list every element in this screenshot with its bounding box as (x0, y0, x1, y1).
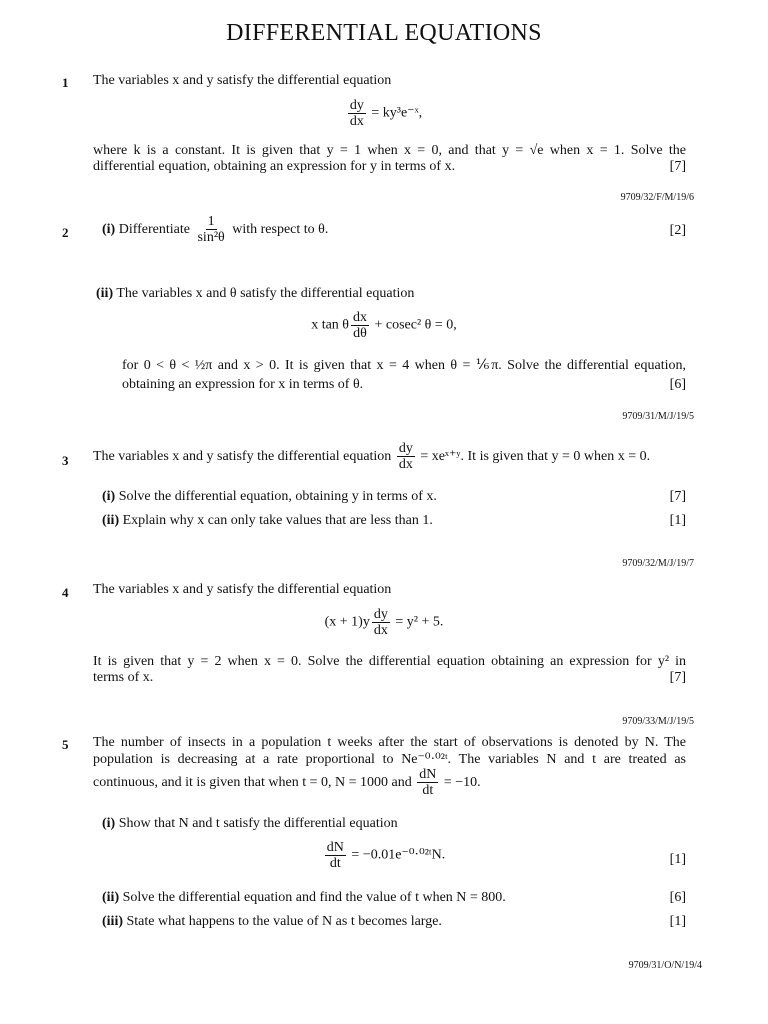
q5-iii-label: (iii) (102, 914, 123, 929)
q1-derivative: $\frac{dy}{dx}$ (349, 98, 364, 129)
q3-ii-text: Explain why x can only take values that are less than 1. (122, 513, 433, 528)
q4-line-2: terms of x. (93, 670, 154, 685)
q5-line-2: population is decreasing at a rate proportional to Ne⁻⁰·⁰²ᵗ. The variables N and t are treated as (93, 752, 686, 767)
q4-reference: 9709/33/M/J/19/5 (622, 716, 694, 727)
q2-i-marks: [2] (669, 223, 686, 238)
q5-ii-text: Solve the differential equation and find the value of t when N = 800. (122, 890, 506, 905)
page-title: DIFFERENTIAL EQUATIONS (226, 20, 542, 46)
q2-part-ii (96, 285, 414, 302)
q3-intro-line (93, 437, 650, 477)
q2-i-label: (i) (102, 222, 116, 237)
q3-i-marks: [7] (669, 489, 686, 504)
q2-i-text-2: with respect to θ. (232, 222, 329, 237)
q2-equation (0, 310, 768, 341)
q5-line-1: The number of insects in a population t weeks after the start of observations is denoted by N. The (93, 735, 686, 750)
q4-equation-rhs: = y² + 5. (395, 614, 444, 630)
question-number-4: 4 (62, 585, 69, 600)
q5-ii-label: (ii) (102, 890, 120, 905)
q4-equation (0, 607, 768, 638)
q5-part-i (102, 815, 398, 832)
question-number-5: 5 (62, 737, 69, 752)
q5-line-3 (93, 765, 481, 801)
q3-intro-2: It is given that y = 0 when x = 0. (467, 449, 651, 464)
q1-intro: The variables x and y satisfy the differential equation (93, 73, 392, 88)
q3-reference: 9709/32/M/J/19/7 (622, 558, 694, 569)
q1-reference: 9709/32/F/M/19/6 (620, 192, 694, 203)
q3-ii-label: (ii) (102, 513, 120, 528)
q5-i-marks: [1] (669, 852, 686, 867)
q1-marks: [7] (669, 159, 686, 174)
q3-i-label: (i) (102, 489, 116, 504)
q5-derivative: $\frac{dN}{dt}$ (326, 840, 344, 871)
question-number-2: 2 (62, 225, 69, 240)
q3-part-ii (102, 512, 433, 529)
q2-i-fraction: $\frac{1}{\text{sin²θ}}$ (197, 214, 225, 246)
q5-iii-text: State what happens to the value of N as t becomes large. (126, 914, 442, 929)
q2-ii-text: The variables x and θ satisfy the differential equation (116, 286, 415, 301)
q5-equation (0, 840, 768, 871)
q2-derivative: $\frac{dx}{d\theta}$ (353, 310, 367, 341)
q5-line-3-value: = −10. (443, 775, 481, 790)
q5-iii-marks: [1] (669, 914, 686, 929)
q4-line-1: It is given that y = 2 when x = 0. Solve the differential equation obtaining an expression for y² in (93, 654, 686, 669)
q2-i-text: Differentiate (118, 222, 190, 237)
q5-part-ii (102, 889, 506, 906)
q3-part-i (102, 488, 437, 505)
q5-equation-rhs: = −0.01e⁻⁰·⁰²ᵗN. (351, 847, 446, 863)
q5-line-3-text: continuous, and it is given that when t = 0, N = 1000 and (93, 775, 412, 790)
q2-line-2: obtaining an expression for x in terms of θ. (122, 377, 364, 392)
q5-reference: 9709/31/O/N/19/4 (628, 960, 702, 971)
q1-equation (0, 98, 768, 129)
q4-intro: The variables x and y satisfy the differential equation (93, 582, 392, 597)
q2-equation-rhs: + cosec² θ = 0, (374, 317, 457, 333)
q1-line-1: where k is a constant. It is given that y = 1 when x = 0, and that y = √e when x = 1. Solve the (93, 143, 686, 158)
q5-rate-fraction: $\frac{dN}{dt}$ (419, 767, 437, 799)
q4-marks: [7] (669, 670, 686, 685)
q2-equation-lhs: x tan θ (311, 317, 349, 333)
q5-ii-marks: [6] (669, 890, 686, 905)
q1-equation-rhs: = ky³e⁻ˣ, (371, 105, 423, 121)
q3-i-text: Solve the differential equation, obtaining y in terms of x. (118, 489, 437, 504)
q3-ii-marks: [1] (669, 513, 686, 528)
q5-i-text: Show that N and t satisfy the differential equation (118, 816, 398, 831)
q1-line-2: differential equation, obtaining an expression for y in terms of x. (93, 159, 456, 174)
q4-derivative: $\frac{dy}{dx}$ (373, 607, 388, 638)
q3-equation-rhs: = xeˣ⁺ʸ. (420, 449, 465, 464)
q3-derivative: $\frac{dy}{dx}$ (398, 441, 413, 473)
question-number-1: 1 (62, 75, 69, 90)
q2-reference: 9709/31/M/J/19/5 (622, 411, 694, 422)
q2-ii-marks: [6] (669, 377, 686, 392)
q2-line-1: for 0 < θ < ½π and x > 0. It is given that x = 4 when θ = ⅙π. Solve the differential equation, (122, 358, 686, 373)
q5-i-label: (i) (102, 816, 116, 831)
q2-part-i (102, 212, 328, 248)
q2-ii-label: (ii) (96, 286, 114, 301)
q5-part-iii (102, 913, 442, 930)
q4-equation-lhs: (x + 1)y (324, 614, 370, 630)
question-number-3: 3 (62, 453, 69, 468)
q3-intro: The variables x and y satisfy the differential equation (93, 449, 392, 464)
